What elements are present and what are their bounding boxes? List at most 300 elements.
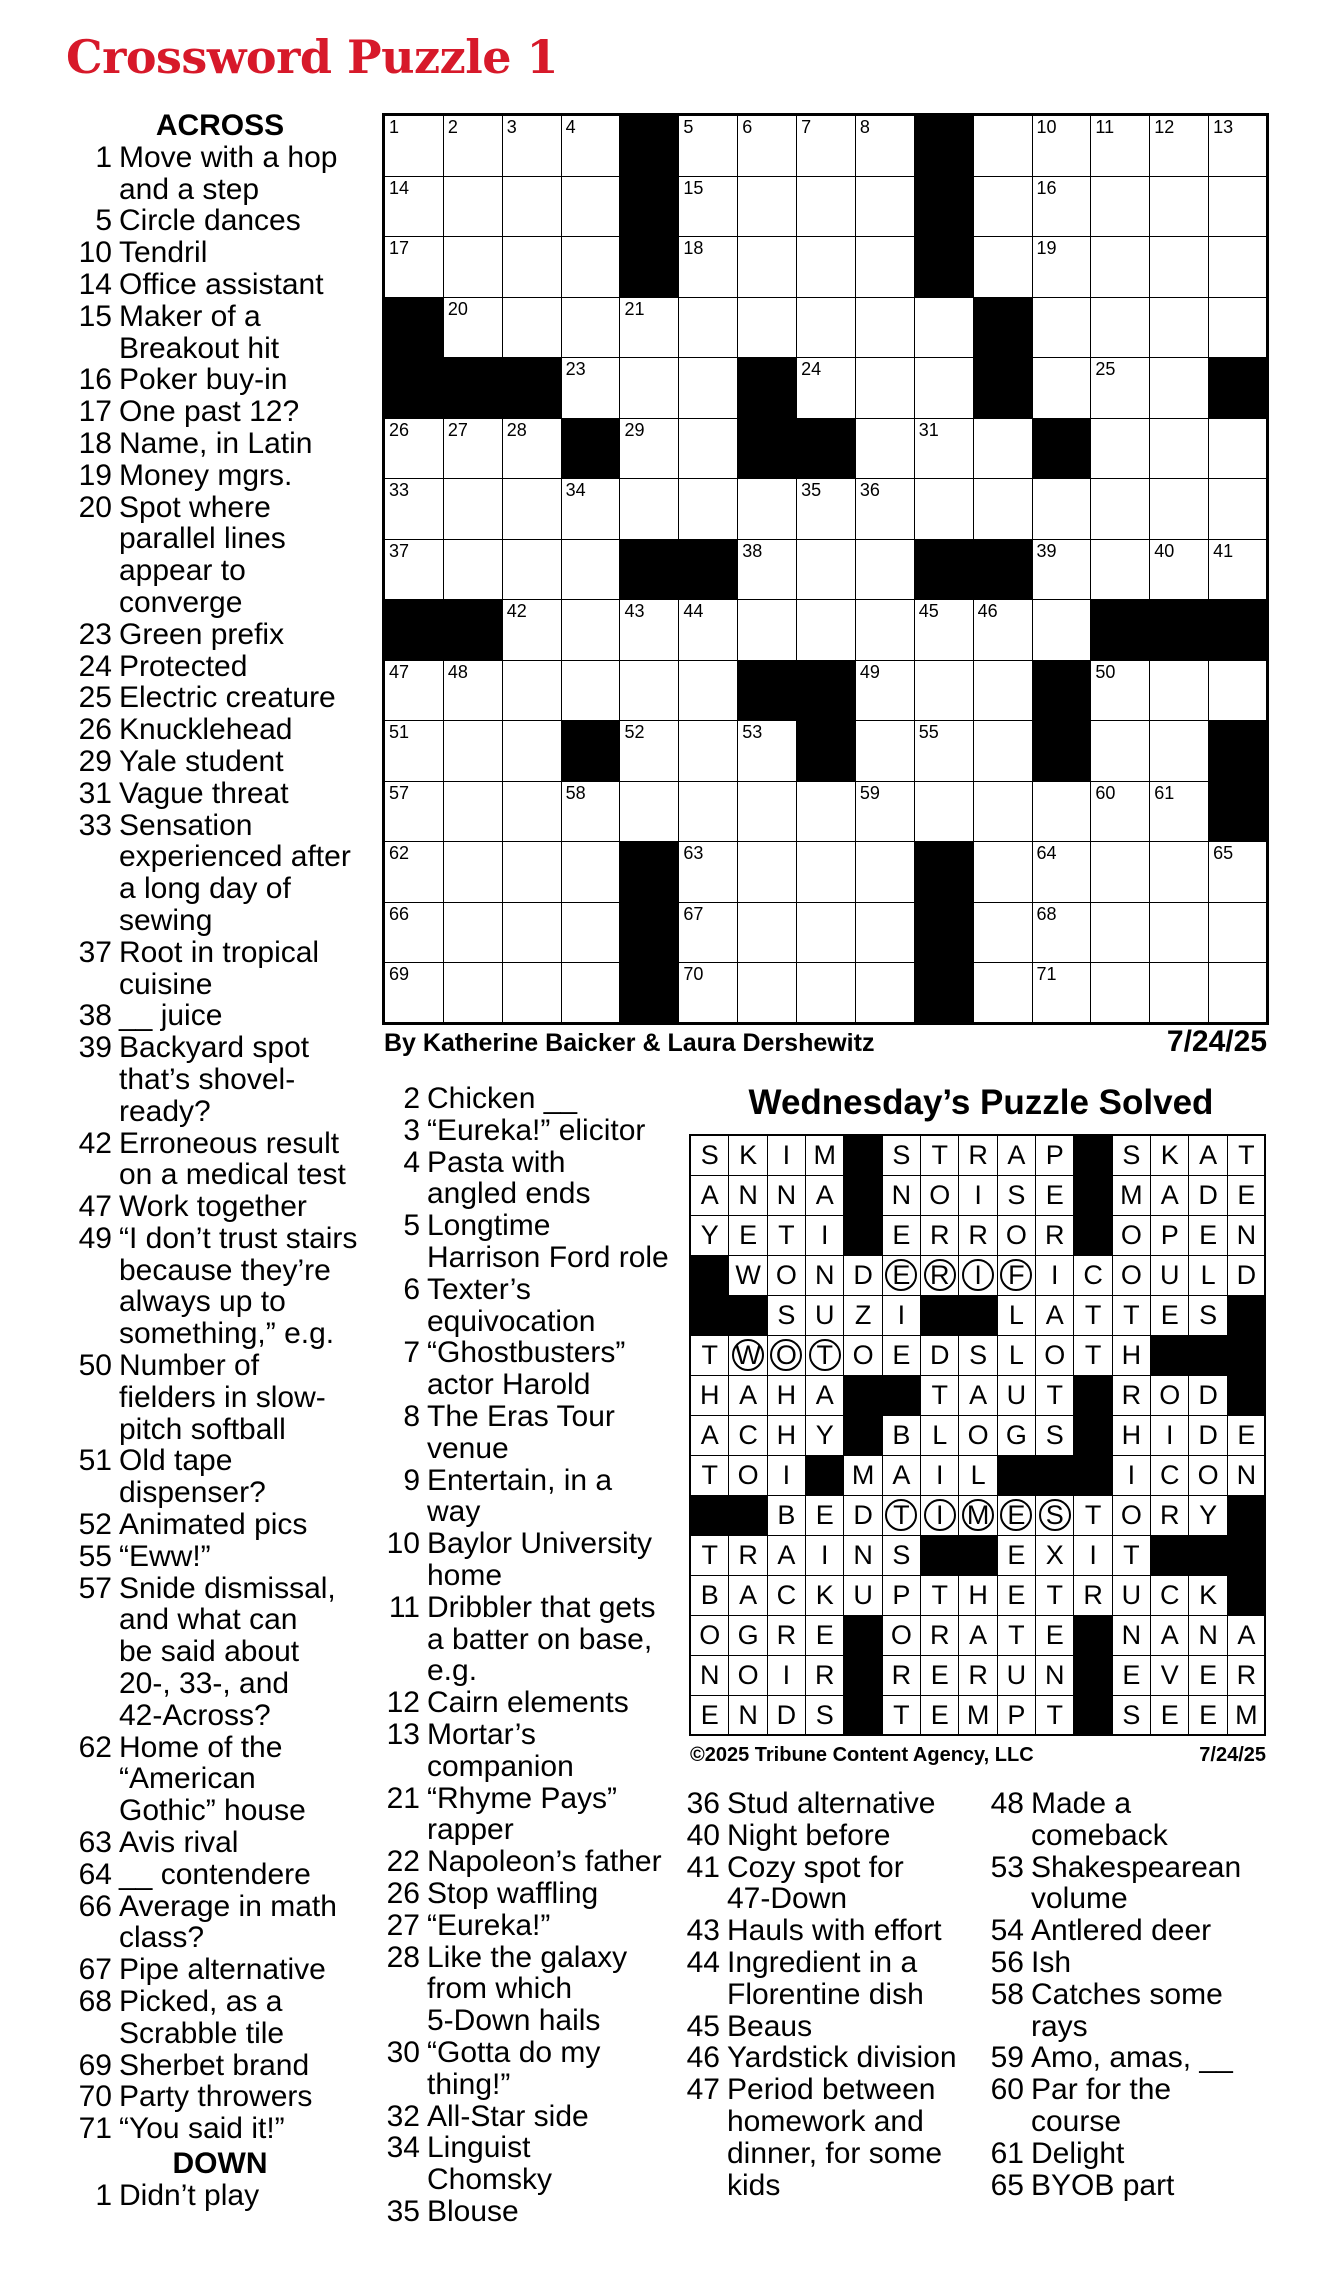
grid-cell[interactable] <box>384 236 444 298</box>
clue-text <box>420 1846 674 1878</box>
solution-cell <box>690 1535 730 1576</box>
grid-cell[interactable] <box>1032 236 1092 298</box>
grid-cell[interactable] <box>443 539 503 601</box>
grid-cell[interactable] <box>973 115 1033 177</box>
grid-cell[interactable] <box>502 418 562 480</box>
grid-cell[interactable] <box>796 781 856 843</box>
grid-cell[interactable] <box>1149 720 1209 782</box>
grid-cell[interactable] <box>1208 236 1268 298</box>
grid-cell[interactable] <box>384 176 444 238</box>
grid-cell[interactable] <box>443 115 503 177</box>
grid-cell[interactable] <box>973 781 1033 843</box>
solution-letter: R <box>930 1220 950 1250</box>
solution-cell <box>767 1215 807 1256</box>
grid-cell[interactable] <box>914 599 974 661</box>
down-heading: DOWN <box>172 2147 268 2180</box>
grid-cell[interactable] <box>678 720 738 782</box>
clue-line: equivocation <box>427 1304 596 1338</box>
solution-cell <box>1150 1495 1190 1536</box>
grid-cell[interactable] <box>737 841 797 903</box>
grid-cell[interactable] <box>973 720 1033 782</box>
grid-cell[interactable] <box>502 720 562 782</box>
grid-cell[interactable] <box>561 478 621 540</box>
clue-line: Poker buy-in <box>119 363 288 397</box>
grid-cell[interactable] <box>619 720 679 782</box>
grid-cell[interactable] <box>1149 478 1209 540</box>
solution-letter: H <box>1121 1420 1142 1450</box>
byline: By Katherine Baicker & Laura Dershewitz <box>384 1029 875 1057</box>
grid-cell[interactable] <box>1090 539 1150 601</box>
grid-cell[interactable] <box>384 720 444 782</box>
solution-cell <box>690 1135 730 1176</box>
grid-cell[interactable] <box>1149 297 1209 359</box>
grid-cell[interactable] <box>1149 539 1209 601</box>
solution-cell <box>767 1295 807 1336</box>
solution-letter: G <box>737 1620 759 1650</box>
clue-text <box>112 1191 370 1223</box>
grid-cell[interactable] <box>737 236 797 298</box>
crossword-grid[interactable] <box>384 115 1267 1023</box>
grid-cell[interactable] <box>737 539 797 601</box>
solution-letter: T <box>893 1700 910 1730</box>
solution-letter: N <box>1045 1660 1065 1690</box>
grid-cell[interactable] <box>973 902 1033 964</box>
grid-cell[interactable] <box>737 115 797 177</box>
grid-cell[interactable] <box>678 357 738 419</box>
grid-cell[interactable] <box>384 781 444 843</box>
solution-cell <box>767 1255 807 1296</box>
solution-cell <box>882 1295 922 1336</box>
grid-cell[interactable] <box>855 478 915 540</box>
solution-cell <box>1188 1135 1228 1176</box>
grid-cell[interactable] <box>1032 902 1092 964</box>
grid-cell[interactable] <box>443 720 503 782</box>
clue-number: 11 <box>388 1590 420 1624</box>
clue-text <box>112 269 370 301</box>
grid-cell[interactable] <box>443 418 503 480</box>
grid-cell[interactable] <box>561 781 621 843</box>
clue <box>70 1191 370 1223</box>
solution-black-square <box>1073 1215 1113 1256</box>
solution-letter: L <box>1008 1340 1024 1370</box>
solution-cell <box>843 1575 883 1616</box>
down-clues-col-4 <box>988 1788 1288 2201</box>
grid-cell[interactable] <box>973 660 1033 722</box>
grid-cell[interactable] <box>1208 418 1268 480</box>
solution-cell <box>1227 1455 1267 1496</box>
grid-cell[interactable] <box>1149 781 1209 843</box>
grid-cell[interactable] <box>561 660 621 722</box>
grid-cell[interactable] <box>973 418 1033 480</box>
clue-line: Work together <box>119 1190 307 1224</box>
solution-cell <box>1227 1175 1267 1216</box>
clue <box>384 1878 674 1910</box>
cell-number: 4 <box>565 117 576 137</box>
grid-cell[interactable] <box>678 841 738 903</box>
grid-cell[interactable] <box>1032 539 1092 601</box>
grid-cell[interactable] <box>1032 297 1092 359</box>
black-square <box>914 176 974 238</box>
black-square <box>443 357 503 419</box>
solution-letter: R <box>930 1620 950 1650</box>
grid-cell[interactable] <box>855 962 915 1024</box>
grid-cell[interactable] <box>914 418 974 480</box>
grid-cell[interactable] <box>1149 902 1209 964</box>
solution-cell <box>1035 1135 1075 1176</box>
clue-line: Picked, as a <box>119 1985 283 2019</box>
clue-line: homework and <box>727 2104 924 2138</box>
solution-letter: C <box>1083 1260 1103 1290</box>
grid-cell[interactable] <box>855 599 915 661</box>
clue <box>70 746 370 778</box>
clue-text <box>420 2132 674 2196</box>
cell-number: 19 <box>1036 238 1057 259</box>
grid-cell[interactable] <box>561 115 621 177</box>
grid-cell[interactable] <box>1032 478 1092 540</box>
solution-cell <box>882 1615 922 1656</box>
clue-text <box>112 1986 370 2050</box>
clue-line: Sherbet brand <box>119 2048 310 2082</box>
clue-line: Backyard spot <box>119 1031 310 1065</box>
grid-cell[interactable] <box>1090 660 1150 722</box>
solution-letter: P <box>892 1580 911 1610</box>
grid-cell[interactable] <box>973 599 1033 661</box>
clue-line: Like the galaxy <box>427 1940 628 1974</box>
grid-cell[interactable] <box>1208 539 1268 601</box>
grid-cell[interactable] <box>619 781 679 843</box>
solution-cell <box>1073 1575 1113 1616</box>
grid-cell[interactable] <box>737 297 797 359</box>
grid-cell[interactable] <box>1208 902 1268 964</box>
black-square <box>619 236 679 298</box>
solution-cell <box>1035 1535 1075 1576</box>
grid-cell[interactable] <box>914 297 974 359</box>
grid-cell[interactable] <box>737 962 797 1024</box>
grid-cell[interactable] <box>678 599 738 661</box>
grid-cell[interactable] <box>1149 115 1209 177</box>
grid-cell[interactable] <box>796 902 856 964</box>
grid-cell[interactable] <box>678 660 738 722</box>
grid-cell[interactable] <box>855 660 915 722</box>
clue-text <box>720 1947 988 2011</box>
grid-cell[interactable] <box>443 841 503 903</box>
grid-cell[interactable] <box>1090 478 1150 540</box>
grid-cell[interactable] <box>619 418 679 480</box>
grid-cell[interactable] <box>384 902 444 964</box>
solution-cell <box>997 1575 1037 1616</box>
grid-cell[interactable] <box>678 115 738 177</box>
grid-cell[interactable] <box>737 176 797 238</box>
solution-black-square <box>843 1415 883 1456</box>
cell-number: 21 <box>624 298 645 319</box>
cell-number: 40 <box>1154 540 1175 561</box>
grid-cell[interactable] <box>855 841 915 903</box>
grid-cell[interactable] <box>502 539 562 601</box>
grid-cell[interactable] <box>1208 115 1268 177</box>
solution-cell <box>920 1175 960 1216</box>
grid-cell[interactable] <box>1208 478 1268 540</box>
grid-cell[interactable] <box>796 297 856 359</box>
clue-line: Office assistant <box>119 267 324 301</box>
grid-cell[interactable] <box>1090 720 1150 782</box>
grid-cell[interactable] <box>1090 781 1150 843</box>
grid-cell[interactable] <box>678 176 738 238</box>
grid-cell[interactable] <box>973 841 1033 903</box>
clue <box>70 1986 370 2050</box>
grid-cell[interactable] <box>384 418 444 480</box>
grid-cell[interactable] <box>855 418 915 480</box>
grid-cell[interactable] <box>796 357 856 419</box>
grid-cell[interactable] <box>678 781 738 843</box>
grid-cell[interactable] <box>796 236 856 298</box>
grid-cell[interactable] <box>502 841 562 903</box>
black-square <box>619 539 679 601</box>
grid-cell[interactable] <box>678 418 738 480</box>
grid-cell[interactable] <box>678 236 738 298</box>
grid-cell[interactable] <box>502 781 562 843</box>
grid-cell[interactable] <box>443 781 503 843</box>
clue-number: 49 <box>78 1221 112 1255</box>
solution-letter: A <box>969 1380 988 1410</box>
grid-cell[interactable] <box>1090 962 1150 1024</box>
grid-cell[interactable] <box>1032 841 1092 903</box>
grid-cell[interactable] <box>1149 357 1209 419</box>
grid-cell[interactable] <box>796 478 856 540</box>
clue-text <box>720 2011 988 2043</box>
clue <box>684 2011 988 2043</box>
cell-number: 55 <box>918 722 939 743</box>
solution-letter: K <box>1199 1580 1218 1610</box>
grid-cell[interactable] <box>678 962 738 1024</box>
solution-cell <box>997 1135 1037 1176</box>
grid-cell[interactable] <box>443 660 503 722</box>
grid-cell[interactable] <box>502 297 562 359</box>
grid-cell[interactable] <box>619 660 679 722</box>
clue-line: on a medical test <box>119 1158 346 1192</box>
grid-cell[interactable] <box>1090 902 1150 964</box>
clue <box>988 2042 1288 2074</box>
grid-cell[interactable] <box>384 478 444 540</box>
solution-cell <box>843 1295 883 1336</box>
grid-cell[interactable] <box>796 599 856 661</box>
grid-cell[interactable] <box>973 176 1033 238</box>
solution-letter: A <box>700 1180 719 1210</box>
cell-number: 41 <box>1213 540 1234 561</box>
grid-cell[interactable] <box>1149 660 1209 722</box>
cell-number: 26 <box>389 419 410 440</box>
clue-text <box>112 619 370 651</box>
grid-cell[interactable] <box>1149 176 1209 238</box>
grid-cell[interactable] <box>384 539 444 601</box>
grid-cell[interactable] <box>561 236 621 298</box>
grid-cell[interactable] <box>678 297 738 359</box>
grid-cell[interactable] <box>502 962 562 1024</box>
clue-number: 26 <box>78 713 112 747</box>
solution-letter: E <box>1160 1700 1179 1730</box>
grid-cell[interactable] <box>1032 115 1092 177</box>
grid-cell[interactable] <box>855 902 915 964</box>
grid-cell[interactable] <box>561 841 621 903</box>
grid-cell[interactable] <box>737 781 797 843</box>
clue <box>70 2050 370 2082</box>
grid-cell[interactable] <box>973 962 1033 1024</box>
grid-cell[interactable] <box>796 176 856 238</box>
grid-cell[interactable] <box>1032 962 1092 1024</box>
clue <box>988 2170 1288 2202</box>
grid-cell[interactable] <box>1090 418 1150 480</box>
grid-cell[interactable] <box>855 781 915 843</box>
solution-cell <box>728 1535 768 1576</box>
solution-letter: I <box>782 1460 791 1490</box>
circled-letter: E <box>885 1259 917 1291</box>
grid-cell[interactable] <box>1208 176 1268 238</box>
grid-cell[interactable] <box>502 236 562 298</box>
black-square <box>914 962 974 1024</box>
grid-cell[interactable] <box>1032 781 1092 843</box>
grid-cell[interactable] <box>796 115 856 177</box>
grid-cell[interactable] <box>914 781 974 843</box>
grid-cell[interactable] <box>737 478 797 540</box>
grid-cell[interactable] <box>443 297 503 359</box>
grid-cell[interactable] <box>1090 357 1150 419</box>
grid-cell[interactable] <box>443 962 503 1024</box>
clue <box>384 1687 674 1719</box>
grid-cell[interactable] <box>619 297 679 359</box>
clue <box>684 1947 988 2011</box>
solution-cell <box>882 1215 922 1256</box>
grid-cell[interactable] <box>1149 236 1209 298</box>
grid-cell[interactable] <box>1090 176 1150 238</box>
cell-number: 29 <box>624 419 645 440</box>
grid-cell[interactable] <box>502 115 562 177</box>
grid-cell[interactable] <box>737 720 797 782</box>
grid-cell[interactable] <box>1149 418 1209 480</box>
grid-cell[interactable] <box>619 357 679 419</box>
black-square <box>1032 660 1092 722</box>
grid-cell[interactable] <box>561 176 621 238</box>
grid-cell[interactable] <box>678 902 738 964</box>
clue <box>70 778 370 810</box>
grid-cell[interactable] <box>855 539 915 601</box>
grid-cell[interactable] <box>619 478 679 540</box>
clue <box>384 1401 674 1465</box>
grid-cell[interactable] <box>914 720 974 782</box>
grid-cell[interactable] <box>384 115 444 177</box>
solution-letter: U <box>1160 1260 1180 1290</box>
grid-cell[interactable] <box>973 478 1033 540</box>
solution-cell <box>997 1255 1037 1296</box>
solution-cell <box>843 1255 883 1296</box>
grid-cell[interactable] <box>914 478 974 540</box>
solution-letter: W <box>735 1260 761 1290</box>
grid-cell[interactable] <box>1032 176 1092 238</box>
grid-cell[interactable] <box>1149 841 1209 903</box>
grid-cell[interactable] <box>855 176 915 238</box>
grid-cell[interactable] <box>1090 297 1150 359</box>
solution-black-square <box>1227 1335 1267 1376</box>
clue-line: converge <box>119 585 243 619</box>
circled-letter: E <box>1000 1499 1032 1531</box>
grid-cell[interactable] <box>1090 115 1150 177</box>
grid-cell[interactable] <box>855 297 915 359</box>
black-square <box>737 418 797 480</box>
grid-cell[interactable] <box>561 297 621 359</box>
grid-cell[interactable] <box>561 357 621 419</box>
grid-cell[interactable] <box>561 539 621 601</box>
clue-number: 5 <box>403 1209 420 1243</box>
clue-line: actor Harold <box>427 1368 591 1402</box>
grid-cell[interactable] <box>502 599 562 661</box>
solution-cell <box>1188 1455 1228 1496</box>
grid-cell[interactable] <box>1090 236 1150 298</box>
grid-cell[interactable] <box>855 720 915 782</box>
grid-cell[interactable] <box>1149 962 1209 1024</box>
grid-cell[interactable] <box>502 660 562 722</box>
solution-cell <box>920 1255 960 1296</box>
grid-cell[interactable] <box>1032 357 1092 419</box>
grid-cell[interactable] <box>796 539 856 601</box>
cell-number: 28 <box>506 419 527 440</box>
grid-cell[interactable] <box>443 176 503 238</box>
grid-cell[interactable] <box>443 236 503 298</box>
grid-cell[interactable] <box>384 660 444 722</box>
grid-cell[interactable] <box>502 478 562 540</box>
grid-cell[interactable] <box>855 236 915 298</box>
grid-cell[interactable] <box>561 902 621 964</box>
black-square <box>1208 357 1268 419</box>
solution-cell <box>1227 1255 1267 1296</box>
grid-cell[interactable] <box>502 902 562 964</box>
solution-letter: T <box>701 1460 719 1490</box>
black-square <box>678 539 738 601</box>
grid-cell[interactable] <box>443 478 503 540</box>
solution-letter: I <box>1051 1260 1059 1290</box>
grid-cell[interactable] <box>1208 841 1268 903</box>
grid-cell[interactable] <box>384 962 444 1024</box>
grid-cell[interactable] <box>1090 841 1150 903</box>
solution-black-square <box>843 1215 883 1256</box>
grid-cell[interactable] <box>502 176 562 238</box>
grid-cell[interactable] <box>737 902 797 964</box>
grid-cell[interactable] <box>737 599 797 661</box>
grid-cell[interactable] <box>1032 599 1092 661</box>
grid-cell[interactable] <box>855 115 915 177</box>
grid-cell[interactable] <box>796 841 856 903</box>
grid-cell[interactable] <box>796 962 856 1024</box>
grid-cell[interactable] <box>914 357 974 419</box>
grid-cell[interactable] <box>443 902 503 964</box>
clue <box>70 619 370 651</box>
grid-cell[interactable] <box>561 962 621 1024</box>
grid-cell[interactable] <box>619 599 679 661</box>
solution-letter: T <box>1123 1300 1140 1330</box>
solution-cell <box>997 1615 1037 1656</box>
clue-line: venue <box>427 1431 509 1465</box>
solution-cell <box>1035 1415 1075 1456</box>
grid-cell[interactable] <box>914 660 974 722</box>
solution-letter: E <box>1199 1220 1218 1250</box>
grid-cell[interactable] <box>384 841 444 903</box>
grid-cell[interactable] <box>678 478 738 540</box>
clue-text <box>720 1852 988 1916</box>
grid-cell[interactable] <box>973 236 1033 298</box>
grid-cell[interactable] <box>561 599 621 661</box>
grid-cell[interactable] <box>1208 962 1268 1024</box>
grid-cell[interactable] <box>855 357 915 419</box>
solution-cell <box>1035 1695 1075 1736</box>
grid-cell[interactable] <box>1208 660 1268 722</box>
grid-cell[interactable] <box>1208 297 1268 359</box>
